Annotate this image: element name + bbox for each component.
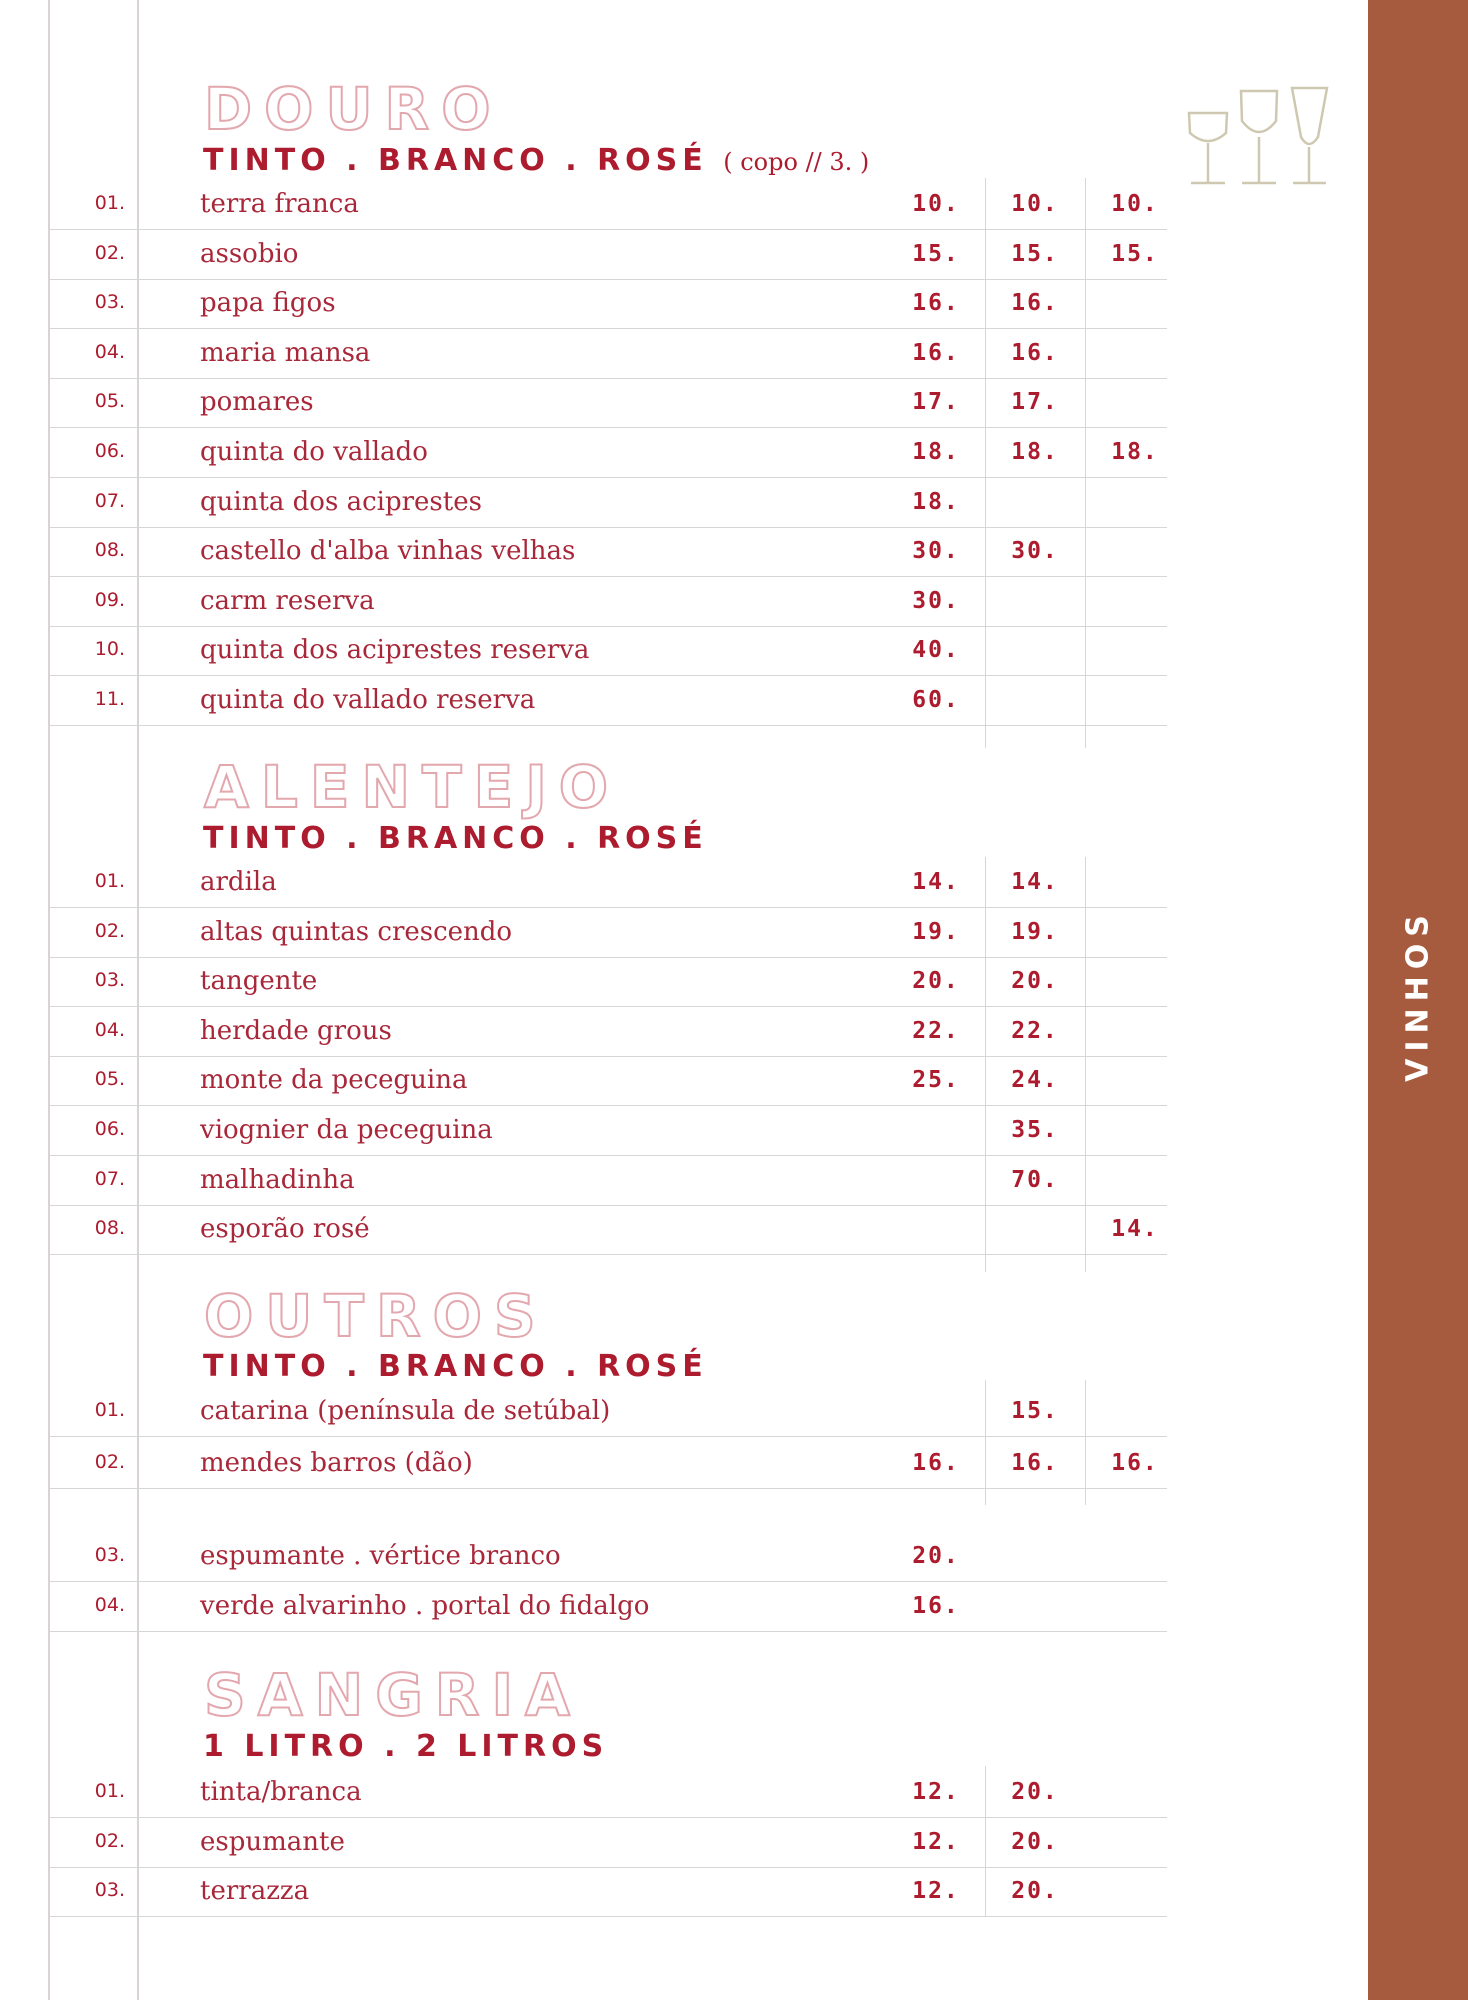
item-price: 16. bbox=[1011, 290, 1059, 317]
menu-row bbox=[50, 626, 1167, 676]
item-price: 24. bbox=[1011, 1067, 1059, 1094]
menu-row bbox=[50, 1007, 1167, 1057]
menu-row bbox=[50, 1532, 1167, 1582]
item-price: 20. bbox=[912, 968, 960, 995]
item-name: quinta dos aciprestes reserva bbox=[200, 635, 590, 666]
menu-row bbox=[50, 1867, 1167, 1917]
item-price: 20. bbox=[1011, 1828, 1059, 1855]
menu-row bbox=[50, 478, 1167, 528]
menu-row bbox=[50, 329, 1167, 379]
item-name: quinta do vallado bbox=[200, 437, 428, 467]
item-price: 17. bbox=[912, 389, 960, 416]
menu-row bbox=[50, 1056, 1167, 1106]
white-wine-glass-icon bbox=[1241, 91, 1277, 183]
item-number: 02. bbox=[94, 1451, 125, 1473]
item-name: assobio bbox=[200, 238, 299, 269]
section-title: DOURO bbox=[204, 75, 503, 143]
menu-row bbox=[50, 428, 1167, 478]
item-price: 20. bbox=[1011, 1779, 1059, 1805]
item-number: 02. bbox=[94, 241, 125, 264]
item-price: 15. bbox=[912, 240, 960, 267]
item-price: 40. bbox=[912, 637, 960, 664]
section-subtitle bbox=[203, 143, 870, 178]
item-name: malhadinha bbox=[200, 1164, 355, 1195]
item-name: esporão rosé bbox=[200, 1214, 370, 1245]
item-number: 07. bbox=[94, 1167, 125, 1190]
item-name: verde alvarinho . portal do fidalgo bbox=[200, 1590, 650, 1621]
menu-row bbox=[50, 1768, 1167, 1818]
item-price: 10. bbox=[1011, 191, 1059, 217]
item-number: 03. bbox=[94, 969, 125, 992]
item-price: 12. bbox=[912, 1779, 960, 1805]
item-number: 03. bbox=[94, 291, 125, 314]
menu-row bbox=[50, 527, 1167, 577]
item-price: 15. bbox=[1011, 240, 1059, 267]
item-name: terrazza bbox=[200, 1876, 310, 1907]
item-price: 22. bbox=[1011, 1017, 1059, 1044]
item-price: 16. bbox=[912, 1592, 960, 1619]
item-name: mendes barros (dão) bbox=[200, 1448, 473, 1478]
item-price: 18. bbox=[912, 439, 960, 465]
item-price: 16. bbox=[912, 339, 960, 366]
glass-icons bbox=[1185, 85, 1335, 190]
item-price: 20. bbox=[912, 1543, 960, 1569]
item-price: 19. bbox=[912, 918, 960, 945]
section-title: SANGRIA bbox=[204, 1661, 582, 1729]
item-name: castello d'alba vinhas velhas bbox=[200, 536, 576, 567]
item-price: 15. bbox=[1111, 240, 1159, 267]
item-name: tangente bbox=[200, 966, 318, 997]
item-number: 10. bbox=[94, 638, 125, 661]
item-number: 05. bbox=[94, 390, 125, 413]
item-price: 30. bbox=[1011, 538, 1059, 565]
item-number: 01. bbox=[94, 1780, 125, 1802]
item-number: 08. bbox=[94, 1217, 125, 1240]
item-number: 04. bbox=[94, 1593, 125, 1616]
item-number: 08. bbox=[94, 539, 125, 562]
item-price: 14. bbox=[1011, 869, 1059, 895]
wine-glass-icon bbox=[1189, 113, 1227, 183]
item-number: 06. bbox=[94, 440, 125, 462]
item-name: carm reserva bbox=[200, 585, 375, 616]
menu-row bbox=[50, 908, 1167, 958]
menu-row bbox=[50, 1818, 1167, 1868]
item-number: 02. bbox=[94, 919, 125, 942]
menu-row bbox=[50, 180, 1167, 230]
item-price: 18. bbox=[1111, 439, 1159, 465]
item-price: 14. bbox=[912, 869, 960, 895]
sidebar-label: VINHOS bbox=[1400, 908, 1436, 1082]
item-name: tinta/branca bbox=[200, 1777, 362, 1807]
sidebar bbox=[1368, 0, 1468, 2000]
item-price: 15. bbox=[1011, 1398, 1059, 1424]
menu-row bbox=[50, 1582, 1167, 1632]
section-subtitle-text: TINTO . BRANCO . ROSÉ bbox=[203, 143, 708, 178]
item-price: 18. bbox=[912, 488, 960, 515]
item-number: 11. bbox=[94, 688, 125, 710]
item-number: 01. bbox=[94, 870, 125, 892]
item-name: pomares bbox=[200, 387, 314, 418]
item-number: 01. bbox=[94, 1399, 125, 1421]
item-number: 07. bbox=[94, 489, 125, 512]
item-name: quinta dos aciprestes bbox=[200, 486, 482, 517]
menu-row bbox=[50, 676, 1167, 726]
section-title: ALENTEJO bbox=[204, 753, 621, 821]
item-price: 18. bbox=[1011, 439, 1059, 465]
item-name: espumante bbox=[200, 1826, 345, 1857]
item-name: espumante . vértice branco bbox=[200, 1541, 561, 1571]
menu-row bbox=[50, 1205, 1167, 1255]
menu-row bbox=[50, 577, 1167, 627]
item-name: catarina (península de setúbal) bbox=[200, 1396, 611, 1426]
menu-row bbox=[50, 279, 1167, 329]
item-price: 12. bbox=[912, 1828, 960, 1855]
item-price: 22. bbox=[912, 1017, 960, 1044]
item-price: 30. bbox=[912, 587, 960, 614]
menu-row bbox=[50, 1156, 1167, 1206]
item-price: 25. bbox=[912, 1067, 960, 1094]
item-price: 10. bbox=[1111, 191, 1159, 217]
section-subtitle: 1 LITRO . 2 LITROS bbox=[203, 1729, 609, 1764]
item-number: 09. bbox=[94, 588, 125, 611]
item-price: 19. bbox=[1011, 918, 1059, 945]
item-number: 05. bbox=[94, 1068, 125, 1091]
section-title: OUTROS bbox=[204, 1282, 548, 1350]
item-price: 16. bbox=[912, 290, 960, 317]
item-price: 16. bbox=[1011, 1450, 1059, 1476]
item-price: 14. bbox=[1111, 1216, 1159, 1243]
item-number: 06. bbox=[94, 1118, 125, 1140]
item-price: 16. bbox=[912, 1450, 960, 1476]
item-price: 10. bbox=[912, 191, 960, 217]
section-subtitle: TINTO . BRANCO . ROSÉ bbox=[203, 1349, 708, 1384]
item-price: 17. bbox=[1011, 389, 1059, 416]
menu-row bbox=[50, 1439, 1167, 1489]
item-price: 30. bbox=[912, 538, 960, 565]
item-number: 04. bbox=[94, 340, 125, 363]
glass-price-note: ( copo // 3. ) bbox=[723, 148, 870, 176]
item-name: altas quintas crescendo bbox=[200, 916, 513, 947]
menu-row bbox=[50, 1106, 1167, 1156]
item-price: 60. bbox=[912, 687, 960, 713]
item-price: 20. bbox=[1011, 1878, 1059, 1905]
menu-row bbox=[50, 378, 1167, 428]
item-price: 16. bbox=[1111, 1450, 1159, 1476]
item-number: 03. bbox=[94, 1879, 125, 1902]
item-number: 01. bbox=[94, 192, 125, 214]
item-name: maria mansa bbox=[200, 337, 371, 368]
item-name: ardila bbox=[200, 867, 277, 897]
menu-row bbox=[50, 858, 1167, 908]
item-name: quinta do vallado reserva bbox=[200, 685, 536, 715]
item-name: viognier da peceguina bbox=[200, 1115, 493, 1145]
section-subtitle: TINTO . BRANCO . ROSÉ bbox=[203, 821, 708, 856]
item-number: 02. bbox=[94, 1829, 125, 1852]
item-name: monte da peceguina bbox=[200, 1065, 468, 1096]
item-name: terra franca bbox=[200, 189, 359, 219]
item-number: 04. bbox=[94, 1018, 125, 1041]
item-name: papa figos bbox=[200, 288, 336, 319]
item-name: herdade grous bbox=[200, 1015, 392, 1046]
menu-row bbox=[50, 1387, 1167, 1437]
menu-row bbox=[50, 957, 1167, 1007]
item-price: 35. bbox=[1011, 1117, 1059, 1143]
menu-row bbox=[50, 230, 1167, 280]
item-price: 70. bbox=[1011, 1166, 1059, 1193]
item-price: 16. bbox=[1011, 339, 1059, 366]
item-price: 20. bbox=[1011, 968, 1059, 995]
champagne-glass-icon bbox=[1292, 88, 1327, 183]
item-price: 12. bbox=[912, 1878, 960, 1905]
item-number: 03. bbox=[94, 1544, 125, 1566]
